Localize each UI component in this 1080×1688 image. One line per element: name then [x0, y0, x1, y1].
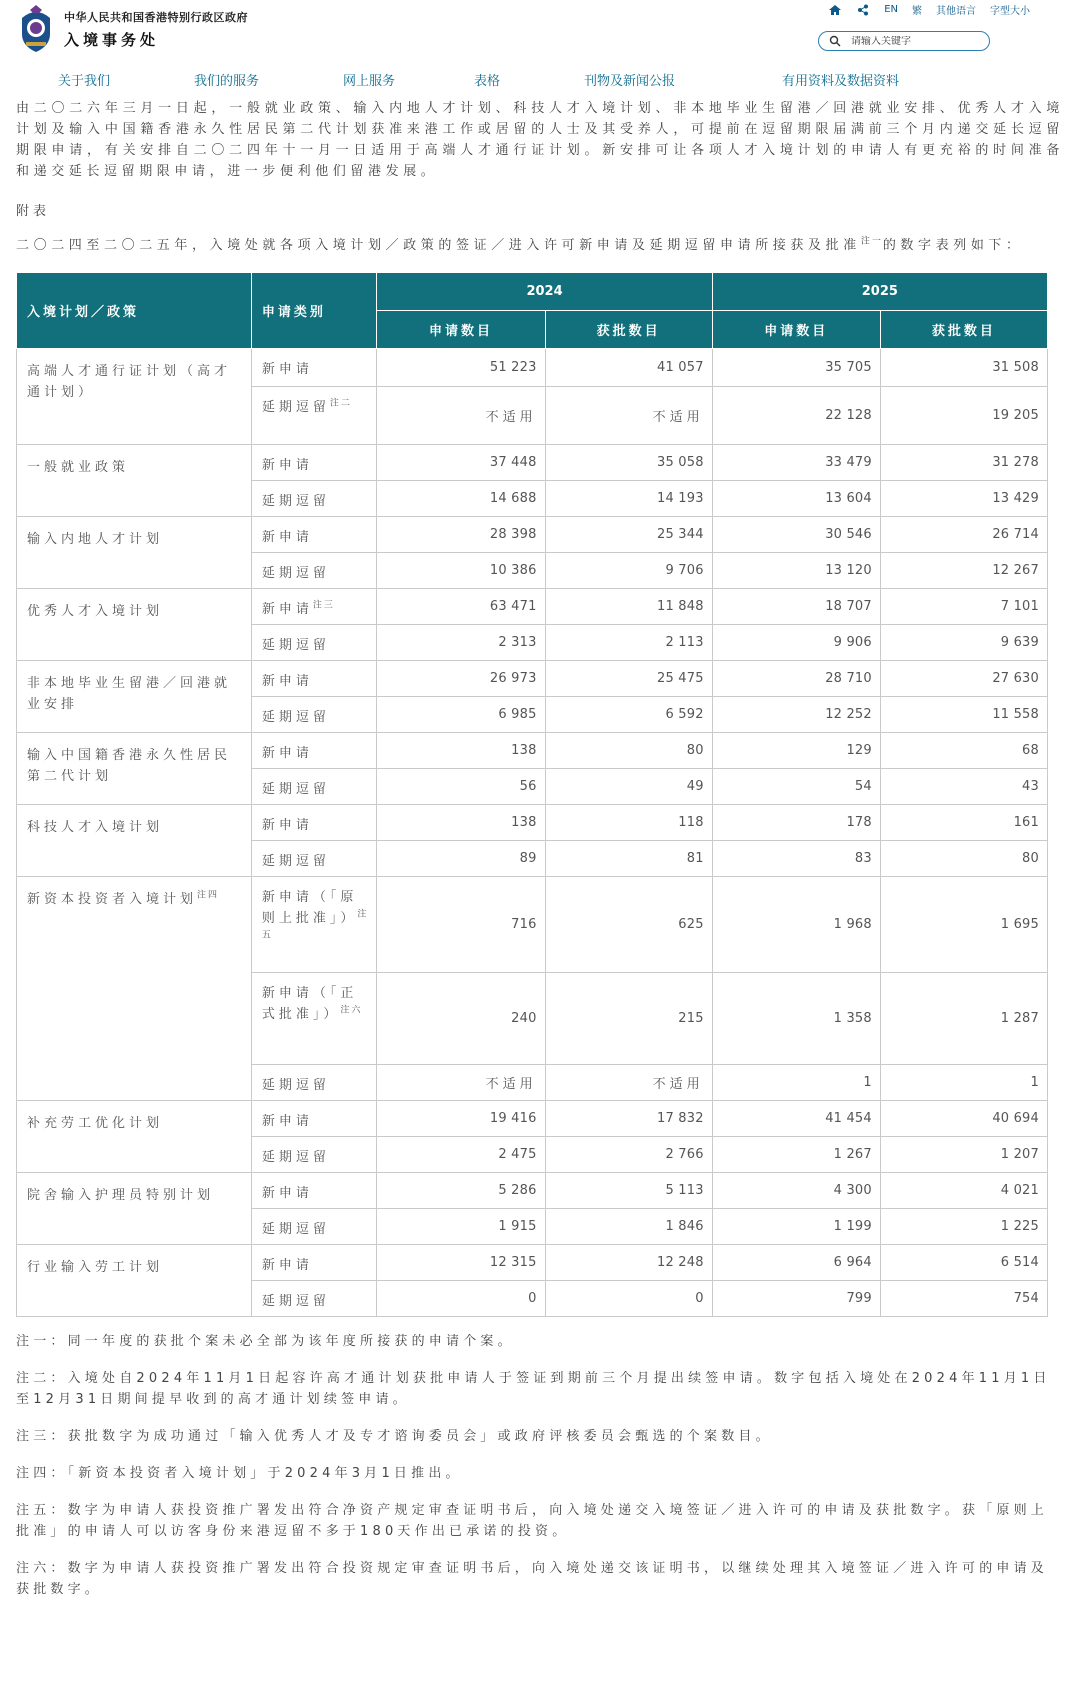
footnote-ref: 注三	[312, 600, 335, 611]
received-2025-cell: 28 710	[712, 661, 880, 697]
police-emblem-icon	[16, 4, 56, 54]
statistics-table	[16, 272, 1048, 1317]
share-icon[interactable]	[856, 4, 870, 16]
received-2025-cell: 1 358	[712, 973, 880, 1065]
approved-2024-cell: 80	[545, 733, 712, 769]
header-programme: 入境计划／政策	[17, 273, 252, 349]
application-type-cell: 新申请（「原则上批准」）$^{注五}$	[251, 877, 377, 973]
received-2025-cell: 1 267	[712, 1137, 880, 1173]
table-row	[17, 1245, 1048, 1281]
approved-2024-cell: 81	[545, 841, 712, 877]
received-2024-cell: 26 973	[377, 661, 545, 697]
approved-2025-cell: 12 267	[880, 553, 1047, 589]
application-type-cell: 延期逗留	[251, 841, 377, 877]
received-2025-cell: 18 707	[712, 589, 880, 625]
approved-2024-cell: 5 113	[545, 1173, 712, 1209]
application-type-cell: 延期逗留	[251, 625, 377, 661]
application-type-cell: 延期逗留	[251, 697, 377, 733]
received-2025-cell: 178	[712, 805, 880, 841]
approved-2024-cell: 2 766	[545, 1137, 712, 1173]
received-2025-cell: 129	[712, 733, 880, 769]
approved-2025-cell: 68	[880, 733, 1047, 769]
search-icon[interactable]	[829, 35, 841, 47]
government-name: 中华人民共和国香港特别行政区政府	[64, 10, 248, 24]
received-2025-cell: 83	[712, 841, 880, 877]
programme-name-cell: 非本地毕业生留港／回港就业安排	[17, 661, 252, 733]
application-type-cell: 延期逗留	[251, 553, 377, 589]
received-2025-cell: 1 968	[712, 877, 880, 973]
received-2025-cell: 54	[712, 769, 880, 805]
header-approved-2025: 获批数目	[880, 311, 1047, 349]
footnote-1: 注一：同一年度的获批个案未必全部为该年度所接获的申请个案。	[16, 1334, 515, 1349]
received-2024-cell: 51 223	[377, 349, 545, 387]
utility-bar	[828, 2, 1030, 17]
table-row	[17, 445, 1048, 481]
footnote-ref: 注四	[197, 890, 220, 901]
received-2024-cell: 56	[377, 769, 545, 805]
programme-name-cell: 一般就业政策	[17, 445, 252, 517]
nav-forms[interactable]: 表格	[474, 74, 501, 89]
header-approved-2024: 获批数目	[545, 311, 712, 349]
approved-2025-cell: 6 514	[880, 1245, 1047, 1281]
received-2024-cell: 10 386	[377, 553, 545, 589]
received-2025-cell: 35 705	[712, 349, 880, 387]
table-row	[17, 733, 1048, 769]
table-intro: 二〇二四至二〇二五年，入境处就各项入境计划／政策的签证／进入许可新申请及延期逗留申请所接获及批准$^{注一}$的数字表列如下：	[16, 236, 1024, 253]
approved-2024-cell: 25 475	[545, 661, 712, 697]
header-received-2024: 申请数目	[377, 311, 545, 349]
application-type-cell: 延期逗留	[251, 1065, 377, 1101]
footnote-ref: 注五	[261, 909, 369, 941]
nav-our-services[interactable]: 我们的服务	[194, 74, 260, 89]
table-row	[17, 589, 1048, 625]
approved-2025-cell: 31 508	[880, 349, 1047, 387]
application-type-cell: 延期逗留	[251, 481, 377, 517]
received-2024-cell: 138	[377, 733, 545, 769]
approved-2024-cell: 49	[545, 769, 712, 805]
programme-name-cell: 科技人才入境计划	[17, 805, 252, 877]
approved-2025-cell: 754	[880, 1281, 1047, 1317]
approved-2025-cell: 1 207	[880, 1137, 1047, 1173]
approved-2025-cell: 1 225	[880, 1209, 1047, 1245]
received-2024-cell: 716	[377, 877, 545, 973]
approved-2024-cell: 6 592	[545, 697, 712, 733]
application-type-cell: 新申请	[251, 805, 377, 841]
intro-paragraph: 由二〇二六年三月一日起，一般就业政策、输入内地人才计划、科技人才入境计划、非本地毕业生留港／回港就业安排、优秀人才入境计划及输入中国籍香港永久性居民第二代计划获准来港工作或居留的人士及其受养人，可提前在逗留期限届满前三个月内递交延长逗留期限申请，有关安排自二〇二四年十一月一日适用于高端人才通行证计划。新安排可让各项人才入境计划的申请人有更充裕的时间准备和递交延长逗留期限申请，进一步便利他们留港发展。	[16, 101, 1064, 179]
received-2024-cell: 63 471	[377, 589, 545, 625]
programme-name-cell: 行业输入劳工计划	[17, 1245, 252, 1317]
home-icon[interactable]	[828, 4, 842, 16]
site-logo-link[interactable]	[16, 4, 248, 54]
nav-about-us[interactable]: 关于我们	[58, 74, 111, 89]
approved-2025-cell: 19 205	[880, 387, 1047, 445]
table-row	[17, 1101, 1048, 1137]
approved-2024-cell: 625	[545, 877, 712, 973]
received-2024-cell: 不适用	[377, 387, 545, 445]
application-type-cell: 新申请	[251, 733, 377, 769]
footnotes	[16, 1331, 1064, 1600]
approved-2024-cell: 12 248	[545, 1245, 712, 1281]
approved-2025-cell: 1	[880, 1065, 1047, 1101]
received-2024-cell: 12 315	[377, 1245, 545, 1281]
search-box[interactable]	[818, 31, 990, 51]
approved-2024-cell: 0	[545, 1281, 712, 1317]
received-2025-cell: 4 300	[712, 1173, 880, 1209]
approved-2024-cell: 14 193	[545, 481, 712, 517]
approved-2025-cell: 31 278	[880, 445, 1047, 481]
application-type-cell: 新申请	[251, 661, 377, 697]
received-2024-cell: 2 475	[377, 1137, 545, 1173]
approved-2025-cell: 40 694	[880, 1101, 1047, 1137]
footnote-3: 注三：获批数字为成功通过「输入优秀人才及专才谘询委员会」或政府评核委员会甄选的个案数目。	[16, 1429, 773, 1444]
approved-2024-cell: 不适用	[545, 387, 712, 445]
approved-2025-cell: 11 558	[880, 697, 1047, 733]
received-2024-cell: 不适用	[377, 1065, 545, 1101]
approved-2025-cell: 13 429	[880, 481, 1047, 517]
application-type-cell: 新申请（「正式批准」）$^{注六}$	[251, 973, 377, 1065]
received-2024-cell: 28 398	[377, 517, 545, 553]
application-type-cell: 延期逗留	[251, 1281, 377, 1317]
application-type-cell: 延期逗留$^{注二}$	[251, 387, 377, 445]
programme-name-cell: 补充劳工优化计划	[17, 1101, 252, 1173]
approved-2024-cell: 不适用	[545, 1065, 712, 1101]
received-2025-cell: 13 604	[712, 481, 880, 517]
approved-2024-cell: 41 057	[545, 349, 712, 387]
header-application-type: 申请类别	[251, 273, 377, 349]
approved-2025-cell: 80	[880, 841, 1047, 877]
approved-2024-cell: 1 846	[545, 1209, 712, 1245]
received-2024-cell: 138	[377, 805, 545, 841]
approved-2024-cell: 118	[545, 805, 712, 841]
approved-2025-cell: 7 101	[880, 589, 1047, 625]
application-type-cell: 新申请	[251, 445, 377, 481]
received-2025-cell: 30 546	[712, 517, 880, 553]
programme-name-cell: 输入中国籍香港永久性居民第二代计划	[17, 733, 252, 805]
approved-2025-cell: 43	[880, 769, 1047, 805]
received-2024-cell: 6 985	[377, 697, 545, 733]
programme-name-cell: 优秀人才入境计划	[17, 589, 252, 661]
application-type-cell: 新申请$^{注三}$	[251, 589, 377, 625]
nav-e-services[interactable]: 网上服务	[343, 74, 396, 89]
approved-2024-cell: 17 832	[545, 1101, 712, 1137]
received-2024-cell: 89	[377, 841, 545, 877]
footnote-6: 注六：数字为申请人获投资推广署发出符合投资规定审查证明书后，向入境处递交该证明书，以继续处理其入境签证／进入许可的申请及获批数字。	[16, 1561, 1049, 1597]
approved-2025-cell: 4 021	[880, 1173, 1047, 1209]
table-row	[17, 805, 1048, 841]
main-nav	[0, 64, 1080, 90]
received-2025-cell: 12 252	[712, 697, 880, 733]
received-2024-cell: 0	[377, 1281, 545, 1317]
nav-useful-info-statistics[interactable]: 有用资料及数据资料	[782, 74, 900, 89]
approved-2025-cell: 161	[880, 805, 1047, 841]
footnote-ref: 注六	[340, 1005, 363, 1016]
approved-2024-cell: 2 113	[545, 625, 712, 661]
font-size-link[interactable]: 字型大小	[990, 6, 1030, 17]
table-row	[17, 517, 1048, 553]
received-2024-cell: 5 286	[377, 1173, 545, 1209]
footnote-5: 注五：数字为申请人获投资推广署发出符合净资产规定审查证明书后，向入境处递交入境签证／进入许可的申请及获批数字。获「原则上批准」的申请人可以访客身份来港逗留不多于180天作出已承诺的投资。	[16, 1503, 1049, 1539]
received-2025-cell: 1 199	[712, 1209, 880, 1245]
approved-2024-cell: 215	[545, 973, 712, 1065]
received-2025-cell: 41 454	[712, 1101, 880, 1137]
nav-publications-press[interactable]: 刊物及新闻公报	[584, 74, 676, 89]
site-header	[0, 0, 1080, 62]
header-received-2025: 申请数目	[712, 311, 880, 349]
received-2025-cell: 13 120	[712, 553, 880, 589]
received-2024-cell: 1 915	[377, 1209, 545, 1245]
approved-2024-cell: 11 848	[545, 589, 712, 625]
received-2025-cell: 33 479	[712, 445, 880, 481]
header-year-2024: 2024	[377, 273, 712, 311]
lang-en-link[interactable]: EN	[884, 4, 898, 15]
application-type-cell: 新申请	[251, 1173, 377, 1209]
received-2025-cell: 22 128	[712, 387, 880, 445]
approved-2025-cell: 1 287	[880, 973, 1047, 1065]
application-type-cell: 新申请	[251, 1101, 377, 1137]
approved-2025-cell: 9 639	[880, 625, 1047, 661]
application-type-cell: 新申请	[251, 517, 377, 553]
programme-name-cell: 新资本投资者入境计划$^{注四}$	[17, 877, 252, 1101]
footnote-2: 注二：入境处自2024年11月1日起容许高才通计划获批申请人于签证到期前三个月提出续签申请。数字包括入境处在2024年11月1日至12月31日期间提早收到的高才通计划续签申请。	[16, 1371, 1051, 1407]
other-language-link[interactable]: 其他语言	[936, 6, 976, 17]
received-2024-cell: 240	[377, 973, 545, 1065]
approved-2025-cell: 1 695	[880, 877, 1047, 973]
approved-2024-cell: 9 706	[545, 553, 712, 589]
received-2025-cell: 1	[712, 1065, 880, 1101]
received-2024-cell: 2 313	[377, 625, 545, 661]
department-name: 入境事务处	[64, 30, 160, 49]
header-year-2025: 2025	[712, 273, 1047, 311]
application-type-cell: 延期逗留	[251, 769, 377, 805]
received-2025-cell: 9 906	[712, 625, 880, 661]
lang-trad-link[interactable]: 繁	[912, 6, 922, 17]
approved-2024-cell: 35 058	[545, 445, 712, 481]
footnote-ref: 注二	[329, 398, 352, 409]
approved-2024-cell: 25 344	[545, 517, 712, 553]
footnote-4: 注四：「新资本投资者入境计划」于2024年3月1日推出。	[16, 1466, 463, 1481]
programme-name-cell: 输入内地人才计划	[17, 517, 252, 589]
annex-heading: 附表	[16, 204, 51, 219]
search-input[interactable]	[851, 36, 971, 47]
approved-2025-cell: 26 714	[880, 517, 1047, 553]
table-row	[17, 349, 1048, 387]
table-row	[17, 661, 1048, 697]
application-type-cell: 新申请	[251, 349, 377, 387]
programme-name-cell: 高端人才通行证计划（高才通计划）	[17, 349, 252, 445]
application-type-cell: 延期逗留	[251, 1209, 377, 1245]
received-2024-cell: 14 688	[377, 481, 545, 517]
table-row	[17, 877, 1048, 973]
application-type-cell: 新申请	[251, 1245, 377, 1281]
application-type-cell: 延期逗留	[251, 1137, 377, 1173]
approved-2025-cell: 27 630	[880, 661, 1047, 697]
received-2025-cell: 799	[712, 1281, 880, 1317]
table-row	[17, 1173, 1048, 1209]
received-2025-cell: 6 964	[712, 1245, 880, 1281]
received-2024-cell: 19 416	[377, 1101, 545, 1137]
main-content	[0, 98, 1080, 1600]
received-2024-cell: 37 448	[377, 445, 545, 481]
programme-name-cell: 院舍输入护理员特别计划	[17, 1173, 252, 1245]
